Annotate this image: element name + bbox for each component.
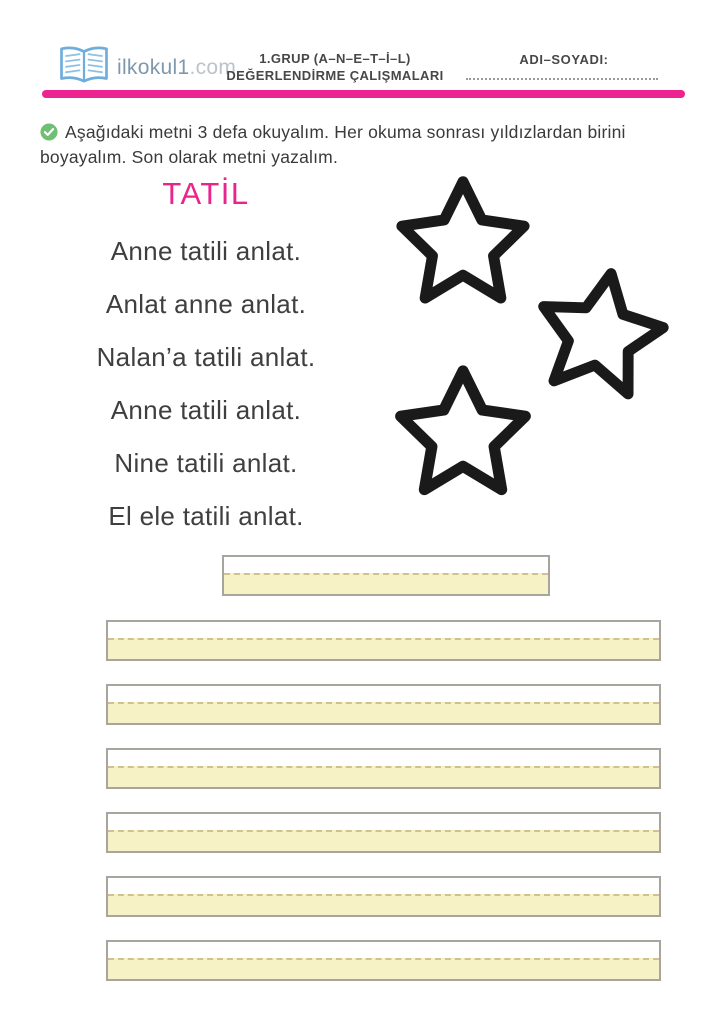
writing-line-lower-band	[108, 830, 659, 851]
name-surname-write-line	[466, 70, 658, 80]
open-book-icon	[57, 44, 111, 91]
passage-title: TATİL	[162, 176, 250, 211]
worksheet-group-title	[222, 50, 448, 84]
writing-line-lower-band	[108, 766, 659, 787]
group-title-line2: DEĞERLENDİRME ÇALIŞMALARI	[226, 68, 444, 83]
passage-line: El ele tatili anlat.	[108, 501, 304, 531]
writing-line-2	[106, 684, 661, 725]
writing-line-lower-band	[108, 894, 659, 915]
passage-line: Nalan’a tatili anlat.	[96, 342, 316, 372]
passage-line: Anne tatili anlat.	[110, 395, 302, 425]
passage-line: Anlat anne anlat.	[105, 289, 307, 319]
reading-passage	[45, 176, 367, 543]
name-surname-label: ADI–SOYADI:	[519, 52, 609, 67]
writing-line-4	[106, 812, 661, 853]
check-circle-icon	[40, 123, 58, 141]
writing-line-small	[222, 555, 550, 596]
site-logo	[57, 44, 236, 91]
coloring-star-1	[383, 170, 543, 322]
writing-line-lower-band	[108, 702, 659, 723]
group-title-line1: 1.GRUP (A–N–E–T–İ–L)	[259, 51, 411, 66]
passage-line: Anne tatili anlat.	[110, 236, 302, 266]
coloring-star-3	[383, 359, 543, 514]
writing-line-lower-band	[224, 573, 548, 594]
writing-line-6	[106, 940, 661, 981]
passage-lines	[45, 225, 367, 543]
writing-line-3	[106, 748, 661, 789]
writing-line-1	[106, 620, 661, 661]
header-divider-bar	[42, 90, 685, 98]
passage-line: Nine tatili anlat.	[114, 448, 298, 478]
instruction-text: Aşağıdaki metni 3 defa okuyalım. Her okuma sonrası yıldızlardan birini boyayalım. Son olarak metni yazalım.	[40, 121, 626, 167]
writing-line-lower-band	[108, 958, 659, 979]
writing-line-5	[106, 876, 661, 917]
writing-line-lower-band	[108, 638, 659, 659]
logo-text: ilkokul1.com	[117, 55, 237, 79]
